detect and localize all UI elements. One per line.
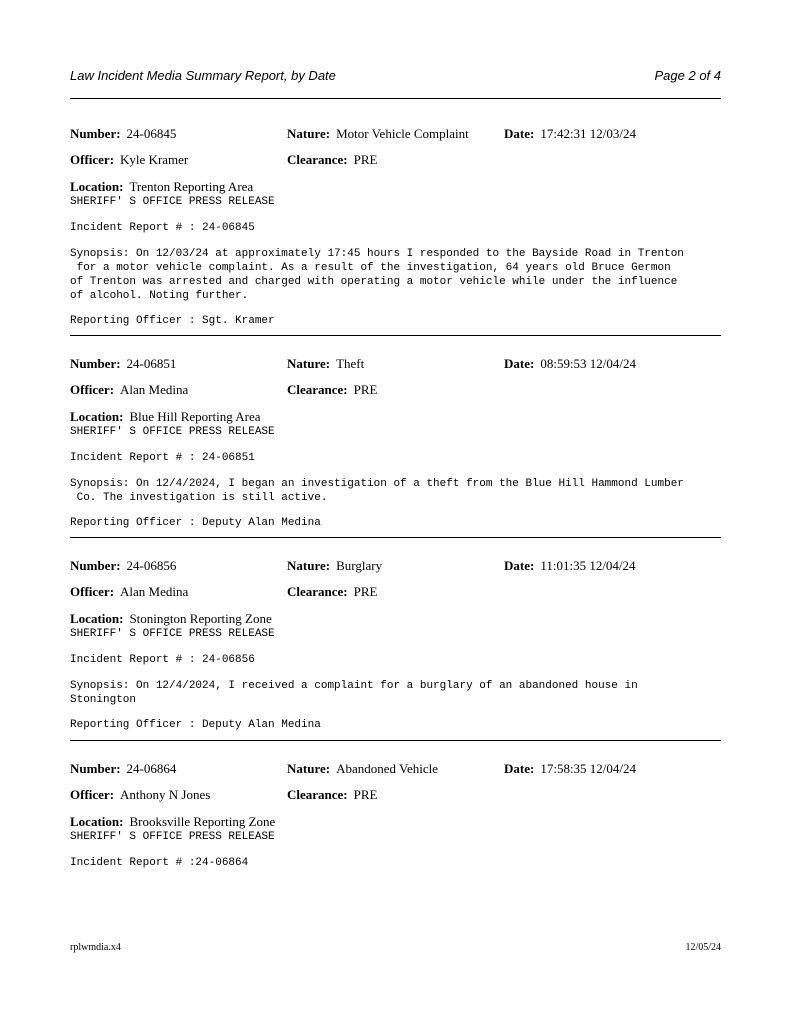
header-divider xyxy=(70,98,721,99)
page-number: Page 2 of 4 xyxy=(654,68,721,83)
officer-field xyxy=(70,787,210,803)
clearance-label: Clearance: xyxy=(287,787,348,802)
location-value: Brooksville Reporting Zone xyxy=(129,814,276,829)
location-label: Location: xyxy=(70,409,124,424)
nature-label: Nature: xyxy=(287,558,331,573)
number-field xyxy=(70,558,176,574)
location-field xyxy=(70,179,253,195)
synopsis-text: Synopsis: On 12/4/2024, I began an investigation of a theft from the Blue Hill Hammond Lumber Co. The investigation is still active. xyxy=(70,478,684,504)
officer-field xyxy=(70,382,188,398)
record-divider xyxy=(70,740,721,741)
date-field xyxy=(504,356,636,372)
date-label: Date: xyxy=(504,126,535,141)
clearance-label: Clearance: xyxy=(287,152,348,167)
reporting-officer: Reporting Officer : Deputy Alan Medina xyxy=(70,719,321,731)
nature-field xyxy=(287,356,364,372)
number-field xyxy=(70,761,176,777)
location-field xyxy=(70,409,261,425)
clearance-label: Clearance: xyxy=(287,382,348,397)
date-field xyxy=(504,761,636,777)
date-field xyxy=(504,126,636,142)
footer-report-code: rplwmdia.x4 xyxy=(70,942,121,953)
number-label: Number: xyxy=(70,356,121,371)
nature-field xyxy=(287,558,382,574)
officer-field xyxy=(70,152,188,168)
press-release-line: SHERIFF' S OFFICE PRESS RELEASE xyxy=(70,426,275,438)
date-field xyxy=(504,558,636,574)
officer-label: Officer: xyxy=(70,382,115,397)
nature-value: Motor Vehicle Complaint xyxy=(336,126,469,141)
officer-label: Officer: xyxy=(70,584,115,599)
number-field xyxy=(70,126,176,142)
nature-label: Nature: xyxy=(287,761,331,776)
officer-label: Officer: xyxy=(70,787,115,802)
officer-value: Anthony N Jones xyxy=(120,787,211,802)
officer-value: Alan Medina xyxy=(120,382,189,397)
incident-report-number: Incident Report # :24-06864 xyxy=(70,857,249,869)
clearance-field xyxy=(287,584,377,600)
clearance-value: PRE xyxy=(353,382,378,397)
clearance-value: PRE xyxy=(353,787,378,802)
date-value: 11:01:35 12/04/24 xyxy=(540,558,636,573)
number-label: Number: xyxy=(70,558,121,573)
date-value: 08:59:53 12/04/24 xyxy=(540,356,637,371)
location-field xyxy=(70,814,275,830)
clearance-field xyxy=(287,382,377,398)
clearance-value: PRE xyxy=(353,584,378,599)
location-field xyxy=(70,611,272,627)
location-value: Stonington Reporting Zone xyxy=(129,611,272,626)
officer-label: Officer: xyxy=(70,152,115,167)
number-value: 24-06864 xyxy=(126,761,177,776)
date-value: 17:42:31 12/03/24 xyxy=(540,126,637,141)
nature-value: Theft xyxy=(336,356,365,371)
footer-print-date: 12/05/24 xyxy=(685,942,721,953)
officer-value: Kyle Kramer xyxy=(120,152,189,167)
press-release-line: SHERIFF' S OFFICE PRESS RELEASE xyxy=(70,628,275,640)
press-release-line: SHERIFF' S OFFICE PRESS RELEASE xyxy=(70,196,275,208)
reporting-officer: Reporting Officer : Sgt. Kramer xyxy=(70,315,275,327)
number-value: 24-06851 xyxy=(126,356,177,371)
clearance-value: PRE xyxy=(353,152,378,167)
nature-field xyxy=(287,761,438,777)
page-header xyxy=(70,68,721,86)
number-value: 24-06845 xyxy=(126,126,177,141)
date-label: Date: xyxy=(504,558,535,573)
nature-label: Nature: xyxy=(287,356,331,371)
record-divider xyxy=(70,537,721,538)
officer-value: Alan Medina xyxy=(120,584,189,599)
clearance-label: Clearance: xyxy=(287,584,348,599)
synopsis-text: Synopsis: On 12/03/24 at approximately 17:45 hours I responded to the Bayside Road in Trenton for a motor vehicle complaint. As a result of the investigation, 64 years old Bruce Germon of Trenton was arrested and charged with operating a motor vehicle while under the influence of alcohol. Noting further. xyxy=(70,248,684,302)
incident-report-number: Incident Report # : 24-06845 xyxy=(70,222,255,234)
clearance-field xyxy=(287,152,377,168)
record-divider xyxy=(70,335,721,336)
location-label: Location: xyxy=(70,611,124,626)
nature-value: Abandoned Vehicle xyxy=(336,761,439,776)
number-value: 24-06856 xyxy=(126,558,177,573)
incident-report-number: Incident Report # : 24-06851 xyxy=(70,452,255,464)
number-field xyxy=(70,356,176,372)
nature-label: Nature: xyxy=(287,126,331,141)
reporting-officer: Reporting Officer : Deputy Alan Medina xyxy=(70,517,321,529)
report-title: Law Incident Media Summary Report, by Date xyxy=(70,68,336,83)
date-label: Date: xyxy=(504,761,535,776)
number-label: Number: xyxy=(70,126,121,141)
incident-report-number: Incident Report # : 24-06856 xyxy=(70,654,255,666)
synopsis-text: Synopsis: On 12/4/2024, I received a complaint for a burglary of an abandoned house in Stonington xyxy=(70,680,638,706)
location-value: Trenton Reporting Area xyxy=(129,179,254,194)
clearance-field xyxy=(287,787,377,803)
officer-field xyxy=(70,584,188,600)
press-release-line: SHERIFF' S OFFICE PRESS RELEASE xyxy=(70,831,275,843)
number-label: Number: xyxy=(70,761,121,776)
location-label: Location: xyxy=(70,179,124,194)
nature-field xyxy=(287,126,469,142)
location-label: Location: xyxy=(70,814,124,829)
nature-value: Burglary xyxy=(336,558,383,573)
location-value: Blue Hill Reporting Area xyxy=(129,409,261,424)
date-label: Date: xyxy=(504,356,535,371)
date-value: 17:58:35 12/04/24 xyxy=(540,761,637,776)
